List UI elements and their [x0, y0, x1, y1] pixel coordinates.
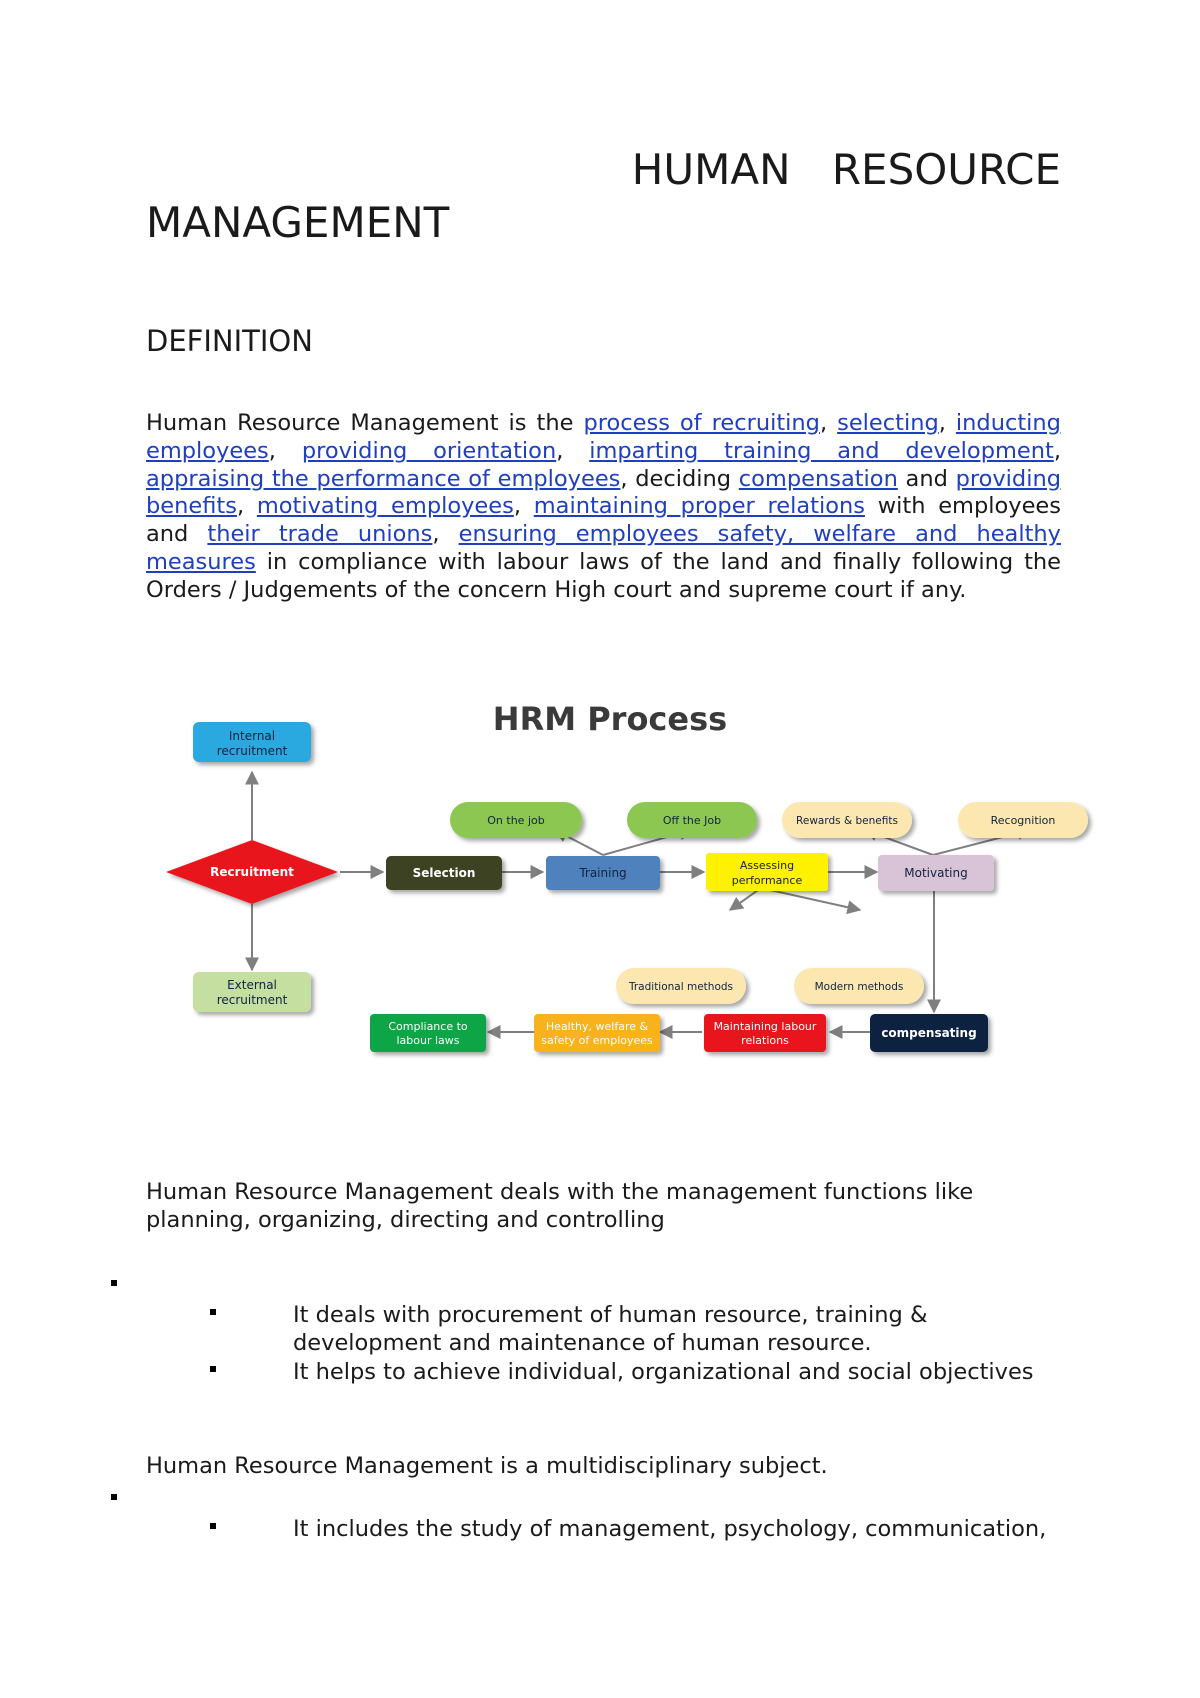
bullet-study-includes: It includes the study of management, psychology, communication, — [293, 1516, 1047, 1542]
node-label: recruitment — [216, 744, 288, 758]
node-label: performance — [731, 874, 803, 887]
link-providing-benefits[interactable]: providing benefits — [146, 465, 1062, 520]
link-maintaining-relations[interactable]: maintaining proper relations — [533, 493, 865, 520]
text-run: , — [819, 410, 838, 436]
node-label: recruitment — [216, 993, 288, 1007]
node-label: On the job — [487, 814, 545, 827]
node-label: Motivating — [904, 866, 968, 880]
link-trade-unions[interactable]: their trade unions — [207, 521, 433, 548]
link-motivating-employees[interactable]: motivating employees — [256, 493, 514, 520]
node-label: Recruitment — [210, 865, 294, 879]
link-process-of-recruiting[interactable]: process of recruiting — [583, 410, 820, 436]
node-label: Modern methods — [814, 981, 904, 993]
bullet-sub-marker — [210, 1309, 216, 1315]
definition-heading: DEFINITION — [146, 324, 313, 358]
bullet-sub-marker — [210, 1366, 216, 1372]
text-run: and — [897, 465, 956, 492]
node-label: Traditional methods — [628, 981, 734, 993]
link-employee-safety[interactable]: ensuring employees safety, welfare and healthy measures — [146, 521, 1061, 575]
text-run: , — [556, 437, 590, 464]
text-run: in compliance with labour laws of the land and finally following the Orders / Judgements of the concern High court and supreme court if any. — [146, 548, 1061, 603]
node-label: External — [227, 978, 277, 992]
text-run: , — [268, 437, 302, 464]
definition-paragraph — [146, 410, 1061, 605]
link-appraising-performance[interactable]: appraising the performance of employees — [146, 465, 621, 492]
node-label: labour laws — [396, 1034, 460, 1047]
node-label: Assessing — [739, 859, 795, 872]
node-label: compensating — [881, 1026, 977, 1040]
bullet-procurement: It deals with procurement of human resource, training & development and maintenance of human resource. — [293, 1302, 928, 1356]
hrm-process-diagram — [150, 690, 1110, 1120]
node-label: Compliance to — [388, 1020, 468, 1033]
link-selecting[interactable]: selecting — [837, 410, 939, 436]
text-run: , — [938, 410, 956, 436]
link-imparting-training[interactable]: imparting training and development — [589, 437, 1054, 464]
management-functions-paragraph: Human Resource Management deals with the management functions like planning, organizing, directing and controlling — [146, 1179, 974, 1233]
diagram-title: HRM Process — [492, 700, 728, 738]
link-compensation[interactable]: compensation — [738, 465, 898, 492]
node-label: Maintaining labour — [713, 1020, 817, 1033]
multidisciplinary-paragraph: Human Resource Management is a multidisciplinary subject. — [146, 1453, 828, 1479]
text-run: , — [513, 493, 534, 520]
bullet-main-marker — [111, 1280, 117, 1286]
node-label: Off the Job — [662, 814, 722, 827]
link-inducting-employees[interactable]: inducting employees — [146, 410, 1061, 464]
text-run: , — [236, 493, 257, 520]
node-label: relations — [741, 1034, 789, 1047]
bullet-sub-marker — [210, 1523, 216, 1529]
text-run: Human Resource Management is the — [146, 410, 584, 436]
text-run: with employees and — [146, 493, 1061, 548]
node-label: Healthy, welfare & — [545, 1020, 649, 1033]
node-label: Selection — [412, 866, 476, 880]
document-title-line2: MANAGEMENT — [146, 198, 450, 247]
text-run: , — [1053, 437, 1061, 464]
bullet-objectives: It helps to achieve individual, organizational and social objectives — [293, 1359, 1034, 1385]
node-label: safety of employees — [541, 1034, 653, 1047]
node-label: Training — [579, 866, 627, 880]
bullet-main-marker — [111, 1494, 117, 1500]
text-run: , deciding — [620, 465, 739, 492]
node-label: Internal — [228, 729, 276, 743]
document-title-line1: HUMAN RESOURCE — [631, 145, 1061, 194]
node-label: Rewards & benefits — [796, 815, 898, 827]
link-providing-orientation[interactable]: providing orientation — [301, 437, 557, 464]
node-label: Recognition — [990, 814, 1056, 827]
text-run: , — [432, 521, 459, 548]
